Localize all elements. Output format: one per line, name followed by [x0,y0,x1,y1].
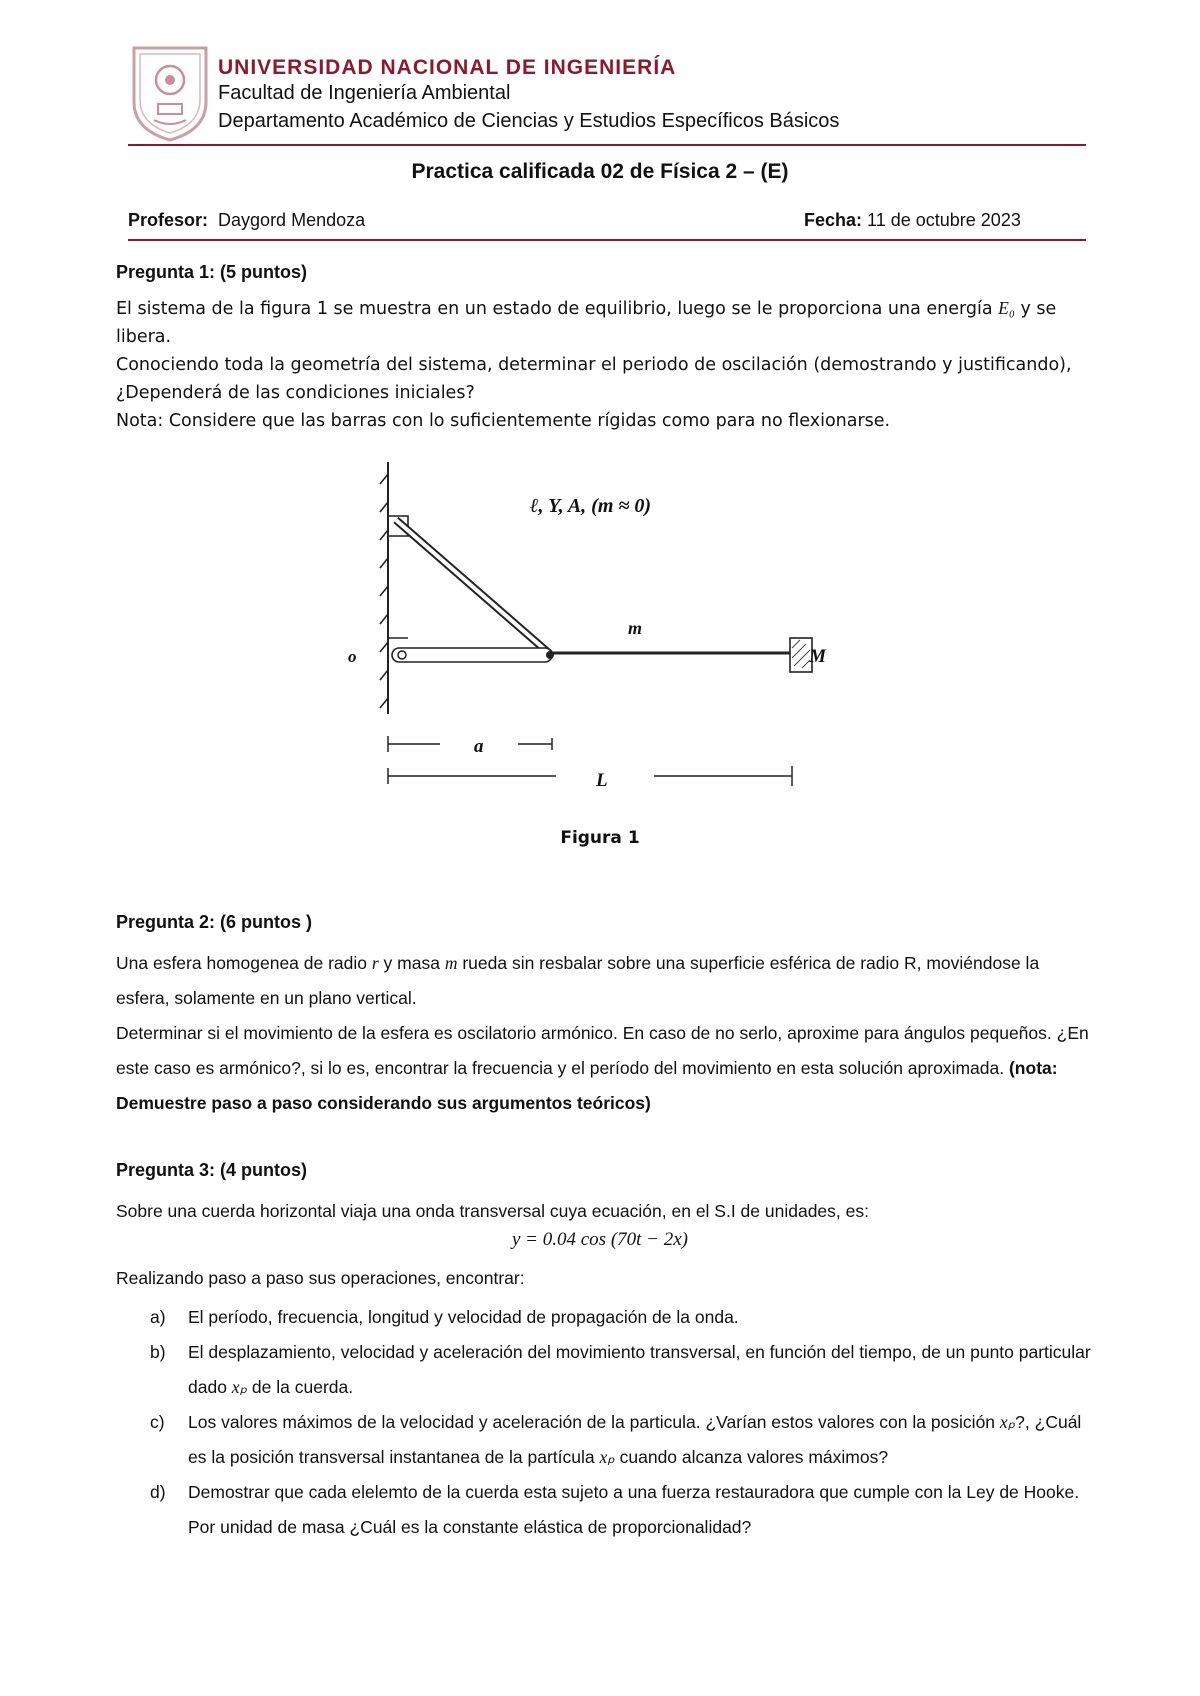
q2-statement: Una esfera homogenea de radio r y masa m rueda sin resbalar sobre una superficie esférica de radio R, moviéndose la esfera, solamente en un plano vertical. Determinar si el movimiento de la esfera es oscilatorio armónico. En caso de no serlo, aproxime para ángulos pequeños. ¿En este caso es armónico?, si lo es, encontrar la frecuencia y el período del movimiento en esta solución aproximada. (nota: Demuestre paso a paso considerando sus argumentos teóricos) [116,953,1089,1113]
q3-lead: Realizando paso a paso sus operaciones, encontrar: [116,1268,525,1288]
pivot-o-label: o [348,647,357,666]
faculty-name: Facultad de Ingeniería Ambiental [218,82,511,104]
figure-caption: Figura 1 [560,828,640,848]
q3-item-d: d) Demostrar que cada elelemto de la cuerda esta sujeto a una fuerza restauradora que cumple con la Ley de Hooke. Por unidad de masa ¿Cuál es la constante elástica de proporcionalidad? [150,1482,1080,1537]
dimension-a-label: a [474,736,484,757]
dimension-L-label: L [596,770,608,791]
wave-equation: y = 0.04 cos (70t − 2x) [511,1229,689,1250]
mass-m-label: m [628,618,643,638]
q3-intro: Sobre una cuerda horizontal viaja una onda transversal cuya ecuación, en el S.I de unidades, es: [116,1201,869,1221]
q1-statement: El sistema de la figura 1 se muestra en un estado de equilibrio, luego se le proporciona una energía E₀ y se libera. Conociendo toda la geometría del sistema, determinar el periodo de oscilación (demostrando y justificando), ¿Dependerá de las condiciones iniciales? Nota: Considere que las barras con lo suficientemente rígidas como para no flexionarse. [116,298,1072,431]
university-name: UNIVERSIDAD NACIONAL DE INGENIERÍA [218,56,677,79]
university-seal-logo [128,42,212,142]
date-field: Fecha: 11 de octubre 2023 [804,210,1021,230]
q2-heading: Pregunta 2: (6 puntos ) [116,912,313,932]
figure-1-diagram [348,454,826,810]
exam-title: Practica calificada 02 de Física 2 – (E) [411,160,789,183]
info-divider [128,239,1086,241]
q1-heading: Pregunta 1: (5 puntos) [116,262,308,282]
block-M-label: M [809,646,826,667]
q3-items-list [150,1300,1100,1545]
rod-label: ℓ, Y, A, (m ≈ 0) [530,495,652,517]
q3-item-a: a) El período, frecuencia, longitud y velocidad de propagación de la onda. [150,1307,739,1327]
header-divider [128,144,1086,146]
q3-item-c: c) Los valores máximos de la velocidad y aceleración de la particula. ¿Varían estos valores con la posición xₚ?, ¿Cuál es la posición transversal instantanea de la partícula xₚ cuando alcanza valores máximos? [150,1412,1082,1467]
q3-item-b: b) El desplazamiento, velocidad y aceleración del movimiento transversal, en función del tiempo, de un punto particular dado xₚ de la cuerda. [150,1342,1091,1397]
professor-field: Profesor: Daygord Mendoza [128,210,366,230]
q3-heading: Pregunta 3: (4 puntos) [116,1160,308,1180]
department-name: Departamento Académico de Ciencias y Estudios Específicos Básicos [218,110,840,132]
